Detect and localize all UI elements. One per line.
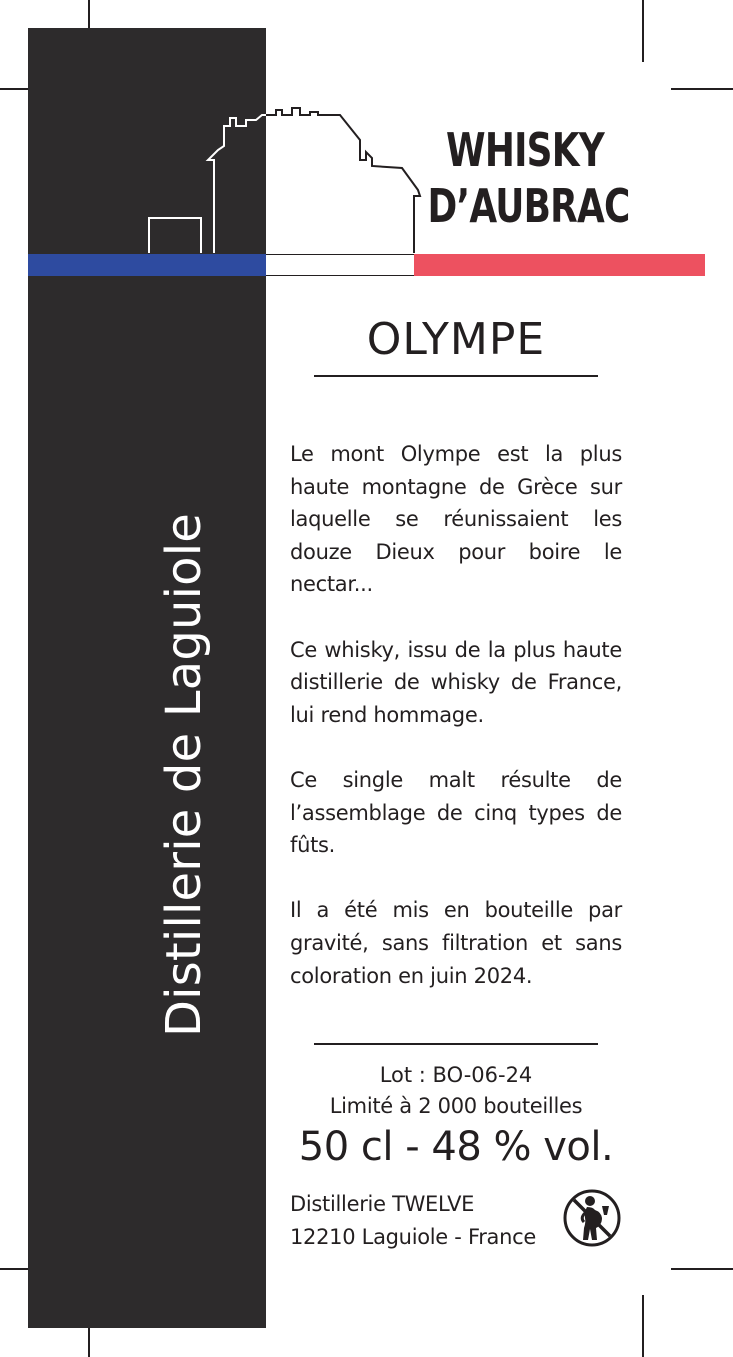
- stripe-white: [266, 254, 414, 276]
- description-paragraph: Ce whisky, issu de la plus haute distillerie de whisky de France, lui rend hommage.: [290, 637, 622, 727]
- product-name: OLYMPE: [366, 314, 546, 365]
- producer-name: Distillerie TWELVE: [290, 1192, 475, 1216]
- crop-mark: [671, 1268, 733, 1270]
- description-paragraph: Le mont Olympe est la plus haute montagne de Grèce sur laquelle se réunissaient les douze Dieux pour boire le nectar...: [290, 442, 622, 597]
- crop-mark: [642, 1295, 644, 1357]
- producer-address: 12210 Laguiole - France: [290, 1225, 536, 1249]
- description-paragraph: Il a été mis en bouteille par gravité, sans filtration et sans coloration en juin 2024.: [290, 898, 622, 988]
- producer: [290, 1188, 536, 1254]
- stripe-blue: [28, 254, 266, 276]
- bottle-info: [285, 1060, 627, 1174]
- side-title: Distillerie de Laguiole: [156, 513, 212, 1037]
- brand-line-1: WHISKY: [446, 123, 604, 177]
- divider: [314, 375, 598, 377]
- divider: [314, 1043, 598, 1045]
- description: [290, 438, 622, 1025]
- volume-abv: 50 cl - 48 % vol.: [298, 1124, 614, 1170]
- brand-line-2: D’AUBRAC: [427, 179, 630, 233]
- pregnancy-warning-icon: [562, 1188, 622, 1248]
- stripe-red: [414, 254, 705, 276]
- limited-edition: Limité à 2 000 bouteilles: [329, 1094, 583, 1118]
- brand-logo-text: [427, 122, 630, 234]
- lot-number: Lot : BO-06-24: [379, 1063, 533, 1087]
- description-paragraph: Ce single malt résulte de l’assemblage de cinq types de fûts.: [290, 767, 622, 858]
